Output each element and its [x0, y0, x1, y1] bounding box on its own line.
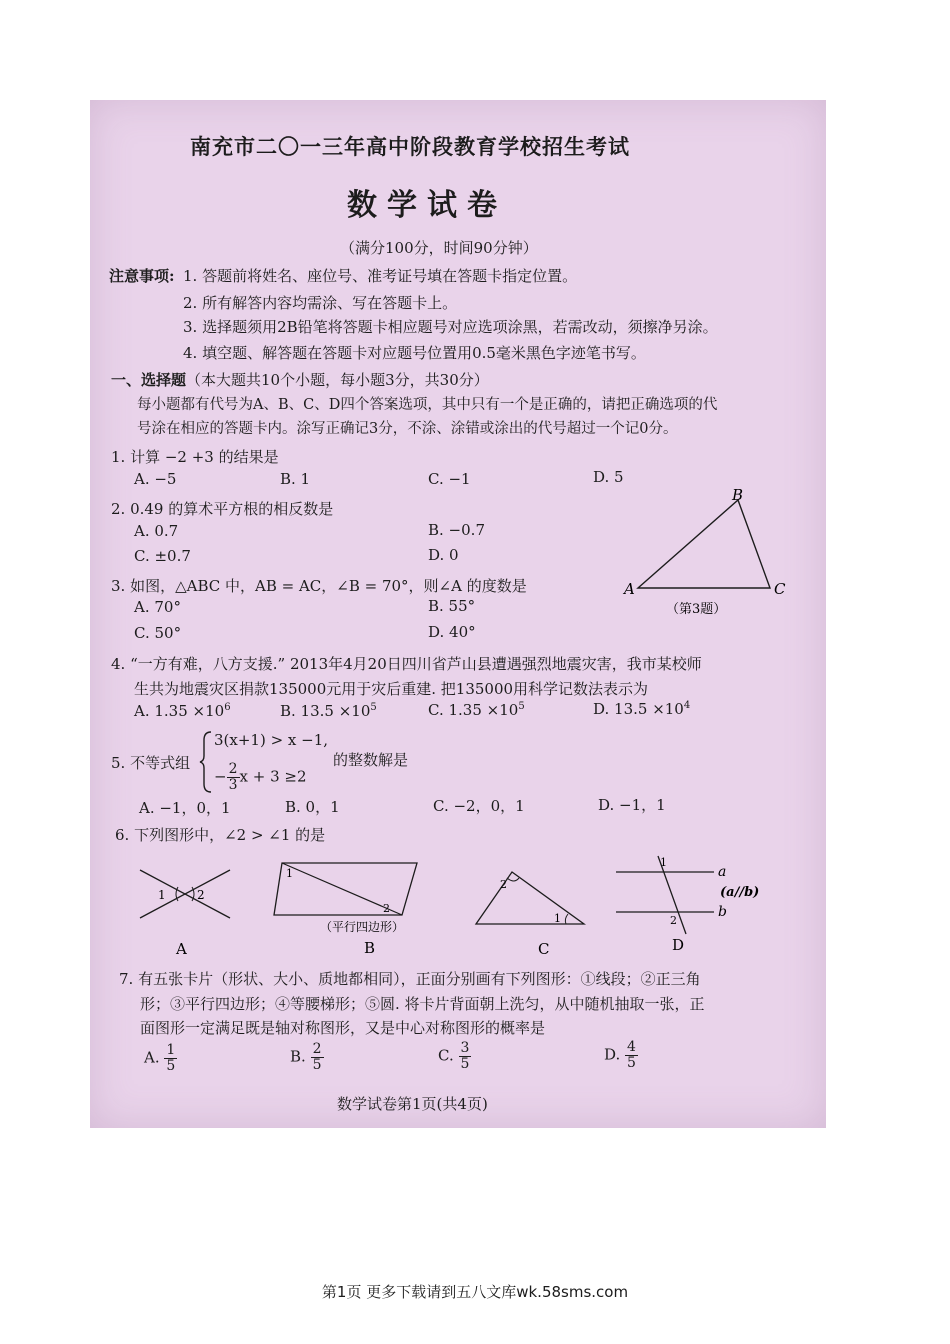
q5-option-a: A. −1，0，1 — [139, 799, 231, 817]
q2-option-b: B. −0.7 — [428, 521, 485, 539]
q2-stem: 2. 0.49 的算术平方根的相反数是 — [111, 500, 334, 518]
exam-title: 南充市二〇一三年高中阶段教育学校招生考试 — [190, 134, 630, 159]
section-heading — [111, 369, 489, 390]
q3-option-a: A. 70° — [134, 598, 181, 616]
q6-figure-c — [472, 862, 592, 962]
q4-option-a: A. $1.35 \times 10^6$ — [134, 702, 231, 720]
q7-option-b: B. $\frac{2}{5}$ — [290, 1041, 322, 1073]
notes-label: 注意事项: — [109, 267, 175, 285]
q6-figure-d — [608, 846, 778, 958]
q4-stem: 4. “一方有难，八方支援.” 2013年4月20日四川省芦山县遭遇强烈地震灾害，我市某校师 — [111, 655, 702, 673]
section-heading-text: 一、选择题 — [111, 371, 187, 389]
q3-stem: 3. 如图，△ABC 中，AB = AC，∠B = 70°，则∠A 的度数是 — [111, 577, 527, 595]
q7-option-a: A. $\frac{1}{5}$ — [144, 1042, 176, 1074]
vertex-a-label: A — [624, 580, 635, 598]
q4-stem: 生共为地震灾区捐款135000元用于灾后重建. 把135000用科学记数法表示为 — [134, 680, 649, 698]
q6-stem: 6. 下列图形中，∠2 > ∠1 的是 — [115, 826, 326, 844]
note-item: 1. 答题前将姓名、座位号、准考证号填在答题卡指定位置。 — [183, 267, 578, 285]
q7-option-c: C. $\frac{3}{5}$ — [438, 1040, 470, 1072]
q2-option-a: A. 0.7 — [134, 522, 179, 540]
angle-1-label: 1 — [158, 888, 166, 902]
exam-subject: 数学试卷 — [347, 188, 507, 223]
note-item: 4. 填空题、解答题在答题卡对应题号位置用0.5毫米黑色字迹笔书写。 — [183, 344, 646, 362]
line-b-label: b — [718, 904, 727, 920]
q7-stem: 7. 有五张卡片（形状、大小、质地都相同），正面分别画有下列图形：①线段；②正三角 — [119, 970, 701, 988]
svg-text:2: 2 — [670, 914, 677, 927]
q1-stem: 1. 计算 −2 +3 的结果是 — [111, 448, 279, 466]
svg-text:1: 1 — [554, 912, 561, 925]
q4-option-b: B. $13.5 \times 10^5$ — [280, 702, 377, 720]
q7-stem: 形；③平行四边形；④等腰梯形；⑤圆. 将卡片背面朝上洗匀，从中随机抽取一张，正 — [140, 995, 705, 1013]
angle-2-label: 2 — [197, 888, 205, 902]
q3-figure-caption: （第3题） — [666, 602, 727, 617]
figure-a-label: A — [176, 940, 187, 958]
vertex-b-label: B — [732, 486, 744, 504]
q6-figure-b — [272, 855, 442, 960]
figure-c-label: C — [538, 940, 550, 958]
page-footer: 数学试卷第1页(共4页) — [337, 1095, 488, 1113]
svg-text:1: 1 — [286, 867, 293, 880]
q5-inequality-2: − $\frac{2}{3}$ x + 3 ≥2 — [214, 761, 307, 793]
q5-option-b: B. 0，1 — [285, 798, 340, 816]
svg-text:1: 1 — [660, 856, 667, 869]
line-a-label: a — [718, 864, 727, 880]
svg-text:2: 2 — [500, 878, 507, 891]
svg-text:2: 2 — [383, 902, 390, 915]
q5-stem: 5. 不等式组 — [111, 754, 191, 772]
q5-option-d: D. −1，1 — [598, 796, 666, 814]
q1-option-d: D. 5 — [593, 468, 624, 486]
q3-triangle-figure — [618, 486, 798, 618]
q3-option-c: C. 50° — [134, 624, 182, 642]
section-intro: 每小题都有代号为A、B、C、D四个答案选项，其中只有一个是正确的，请把正确选项的代 — [137, 397, 718, 413]
q2-option-c: C. ±0.7 — [134, 547, 191, 565]
triangle-abc — [638, 500, 770, 588]
q3-option-b: B. 55° — [428, 597, 476, 615]
section-intro: 号涂在相应的答题卡内。涂写正确记3分，不涂、涂错或涂出的代号超过一个记0分。 — [137, 421, 678, 437]
download-caption: 第1页 更多下载请到五八文库wk.58sms.com — [321, 1283, 629, 1301]
note-item: 3. 选择题须用2B铅笔将答题卡相应题号对应选项涂黑，若需改动，须擦净另涂。 — [183, 318, 718, 336]
q5-inequality-1: 3(x+1) > x −1, — [214, 731, 329, 749]
figure-d-label: D — [672, 936, 685, 954]
q5-stem-tail: 的整数解是 — [333, 751, 409, 769]
vertex-c-label: C — [774, 580, 786, 598]
q4-option-c: C. $1.35 \times 10^5$ — [428, 701, 525, 719]
q4-option-d: D. $13.5 \times 10^4$ — [593, 700, 691, 718]
score-time: （满分100分，时间90分钟） — [340, 239, 538, 257]
q2-option-d: D. 0 — [428, 546, 459, 564]
q3-option-d: D. 40° — [428, 623, 476, 641]
q1-option-c: C. −1 — [428, 470, 471, 488]
parallel-note: (a//b) — [720, 885, 760, 900]
q1-option-b: B. 1 — [280, 470, 311, 488]
q5-option-c: C. −2，0，1 — [433, 797, 525, 815]
q1-option-a: A. −5 — [134, 470, 177, 488]
q5-brace — [199, 730, 213, 794]
q7-option-d: D. $\frac{4}{5}$ — [604, 1039, 636, 1071]
section-heading-note: （本大题共10个小题，每小题3分，共30分） — [186, 371, 489, 389]
parallelogram-label: （平行四边形） — [320, 920, 405, 934]
figure-b-label: B — [364, 939, 376, 957]
q6-figure-a — [130, 858, 240, 958]
note-item: 2. 所有解答内容均需涂、写在答题卡上。 — [183, 294, 458, 312]
q7-stem: 面图形一定满足既是轴对称图形，又是中心对称图形的概率是 — [140, 1019, 546, 1037]
